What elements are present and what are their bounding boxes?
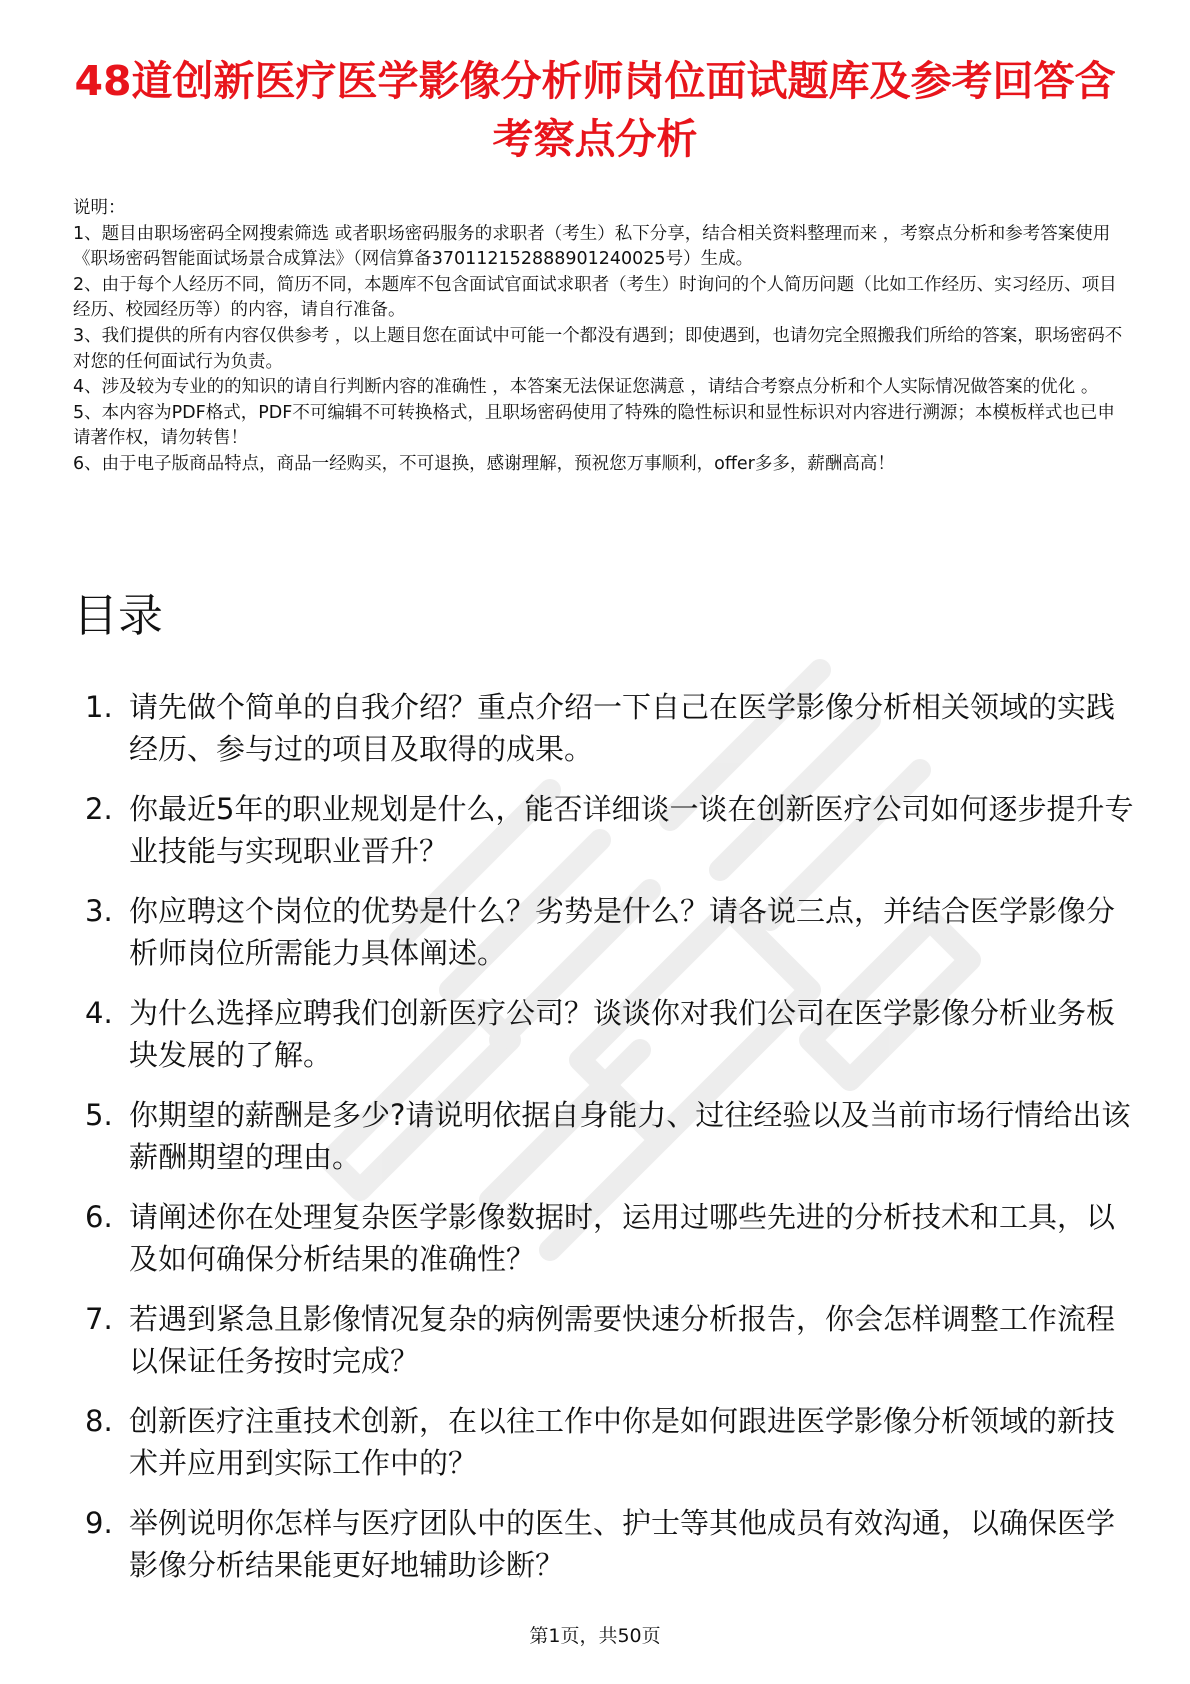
toc-item-number: 5. [85,1098,113,1132]
toc-item-text: 你应聘这个岗位的优势是什么？劣势是什么？请各说三点，并结合医学影像分析师岗位所需能力具体阐述。 [129,894,1116,970]
notes-section [73,196,1123,478]
toc-item-text: 举例说明你怎样与医疗团队中的医生、护士等其他成员有效沟通，以确保医学影像分析结果能更好地辅助诊断？ [129,1506,1116,1582]
toc-item[interactable] [85,890,1135,974]
toc-item[interactable] [85,992,1135,1076]
toc-item[interactable] [85,1196,1135,1280]
toc-item[interactable] [85,1400,1135,1484]
toc-item-number: 4. [85,996,113,1030]
note-item: 4、涉及较为专业的的知识的请自行判断内容的准确性 ，本答案无法保证您满意 ，请结合考察点分析和个人实际情况做答案的优化 。 [73,377,1099,398]
toc-item[interactable] [85,1094,1135,1178]
toc-item-text: 若遇到紧急且影像情况复杂的病例需要快速分析报告，你会怎样调整工作流程以保证任务按时完成？ [129,1302,1116,1378]
note-item: 1、题目由职场密码全网搜索筛选 或者职场密码服务的求职者（考生）私下分享，结合相关资料整理而来 ，考察点分析和参考答案使用《职场密码智能面试场景合成算法》（网信算备370112152888901240025号）生成。 [73,223,1111,270]
toc-item-text: 你期望的薪酬是多少?请说明依据自身能力、过往经验以及当前市场行情给出该薪酬期望的理由。 [129,1098,1131,1174]
toc-item-number: 8. [85,1404,113,1438]
toc-item-text: 你最近5年的职业规划是什么，能否详细谈一谈在创新医疗公司如何逐步提升专业技能与实现职业晋升？ [129,792,1134,868]
toc-item-text: 为什么选择应聘我们创新医疗公司？谈谈你对我们公司在医学影像分析业务板块发展的了解。 [129,996,1116,1072]
toc-item[interactable] [85,1298,1135,1382]
toc-heading: 目录 [73,589,164,642]
toc-item-number: 1. [85,690,113,724]
note-item: 6、由于电子版商品特点，商品一经购买，不可退换，感谢理解，预祝您万事顺利，offer多多，薪酬高高！ [73,453,895,474]
document-title: 48道创新医疗医学影像分析师岗位面试题库及参考回答含考察点分析 [74,57,1116,163]
toc-item[interactable] [85,1502,1135,1586]
toc-item-number: 6. [85,1200,113,1234]
note-item: 3、我们提供的所有内容仅供参考 ，以上题目您在面试中可能一个都没有遇到；即使遇到，也请勿完全照搬我们所给的答案，职场密码不对您的任何面试行为负责。 [73,325,1123,372]
notes-heading: 说明： [73,198,126,218]
note-item: 2、由于每个人经历不同，简历不同，本题库不包含面试官面试求职者（考生）时询问的个人简历问题（比如工作经历、实习经历、项目经历、校园经历等）的内容，请自行准备。 [73,274,1117,321]
toc-item-text: 请阐述你在处理复杂医学影像数据时，运用过哪些先进的分析技术和工具，以及如何确保分析结果的准确性？ [129,1200,1116,1276]
toc-item-number: 2. [85,792,113,826]
note-item: 5、本内容为PDF格式，PDF不可编辑不可转换格式，且职场密码使用了特殊的隐性标识和显性标识对内容进行溯源；本模板样式也已申请著作权，请勿转售！ [73,402,1115,449]
toc-item[interactable] [85,686,1135,770]
toc-item-number: 3. [85,894,113,928]
toc-item-text: 请先做个简单的自我介绍？重点介绍一下自己在医学影像分析相关领域的实践经历、参与过的项目及取得的成果。 [129,690,1116,766]
toc-list [85,686,1135,1604]
page-number-footer: 第1页，共50页 [529,1625,661,1647]
toc-item-text: 创新医疗注重技术创新，在以往工作中你是如何跟进医学影像分析领域的新技术并应用到实际工作中的？ [129,1404,1116,1480]
toc-item-number: 7. [85,1302,113,1336]
toc-item[interactable] [85,788,1135,872]
toc-item-number: 9. [85,1506,113,1540]
